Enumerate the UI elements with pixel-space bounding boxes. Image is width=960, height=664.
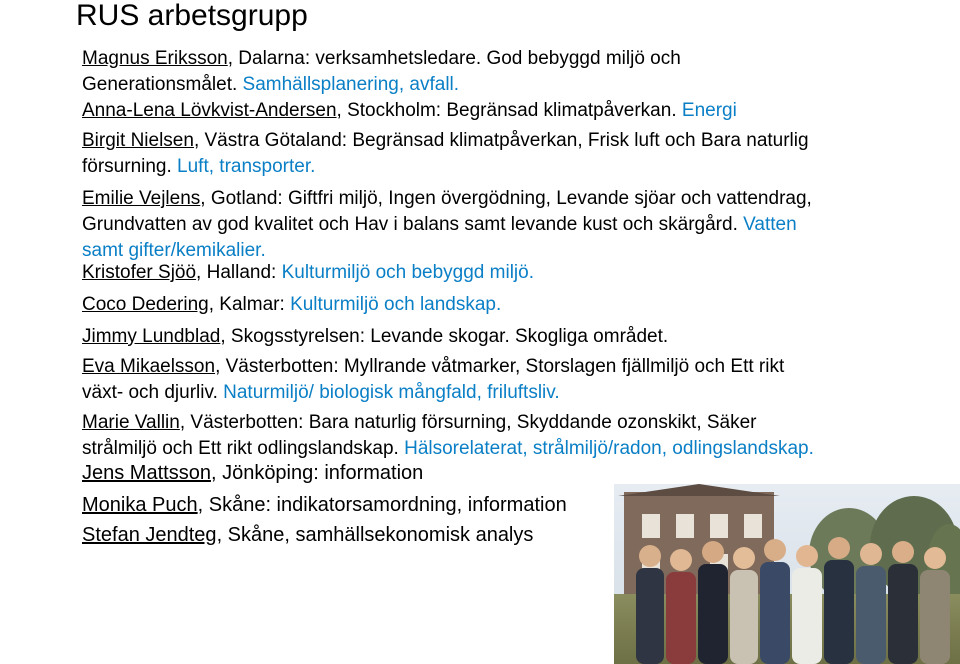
member-topic: Vatten	[743, 214, 797, 235]
member-name[interactable]: Emilie Vejlens	[82, 188, 201, 209]
member-role-cont: Grundvatten av god kvalitet och Hav i balans samt levande kust och skärgård.	[82, 214, 744, 235]
member-entry	[82, 186, 912, 264]
member-entry	[82, 324, 912, 350]
member-role: , Halland:	[196, 262, 282, 283]
member-topic: Kulturmiljö och landskap.	[290, 294, 502, 315]
member-role: , Skåne: indikatorsamordning, information	[197, 494, 567, 516]
member-name[interactable]: Monika Puch	[82, 494, 198, 516]
member-role: , Gotland: Giftfri miljö, Ingen övergödning, Levande sjöar och vattendrag,	[200, 188, 812, 209]
member-entry	[82, 410, 912, 462]
member-role-cont: växt- och djurliv.	[82, 382, 224, 403]
member-topic: Hälsorelaterat, strålmiljö/radon, odlingslandskap.	[404, 438, 814, 459]
member-name[interactable]: Kristofer Sjöö	[82, 262, 197, 283]
member-role: , Dalarna: verksamhetsledare. God bebyggd miljö och	[227, 48, 681, 69]
member-role: , Stockholm: Begränsad klimatpåverkan.	[336, 100, 682, 121]
member-name[interactable]: Coco Dedering	[82, 294, 209, 315]
member-entry	[82, 128, 912, 180]
member-role: , Jönköping: information	[210, 462, 424, 484]
member-topic: Samhällsplanering, avfall.	[242, 74, 460, 95]
member-role: , Västerbotten: Bara naturlig försurning, Skyddande ozonskikt, Säker	[179, 412, 757, 433]
member-topic: Naturmiljö/ biologisk mångfald, friluftsliv.	[223, 382, 560, 403]
member-role-cont: Generationsmålet.	[82, 74, 243, 95]
member-entry	[82, 46, 912, 98]
member-name[interactable]: Jens Mattsson	[82, 462, 211, 484]
member-role-cont: försurning.	[82, 156, 178, 177]
member-name[interactable]: Anna-Lena Lövkvist-Andersen	[82, 100, 337, 121]
member-role: , Västra Götaland: Begränsad klimatpåverkan, Frisk luft och Bara naturlig	[193, 130, 809, 151]
member-topic: Energi	[681, 100, 737, 121]
member-name[interactable]: Jimmy Lundblad	[82, 326, 221, 347]
member-entry	[82, 460, 912, 486]
member-topic-cont: samt gifter/kemikalier.	[82, 240, 266, 261]
member-name[interactable]: Marie Vallin	[82, 412, 180, 433]
member-role: , Västerbotten: Myllrande våtmarker, Storslagen fjällmiljö och Ett rikt	[215, 356, 785, 377]
page-title: RUS arbetsgrupp	[76, 0, 308, 32]
member-topic: Luft, transporter.	[177, 156, 316, 177]
group-photo	[614, 484, 960, 664]
member-role: , Skåne, samhällsekonomisk analys	[216, 524, 534, 546]
member-name[interactable]: Eva Mikaelsson	[82, 356, 216, 377]
member-name[interactable]: Birgit Nielsen	[82, 130, 194, 151]
member-name[interactable]: Magnus Eriksson	[82, 48, 228, 69]
member-entry	[82, 260, 912, 286]
member-topic: Kulturmiljö och bebyggd miljö.	[281, 262, 534, 283]
member-role: , Skogsstyrelsen: Levande skogar. Skogliga området.	[220, 326, 669, 347]
member-entry	[82, 292, 912, 318]
member-name[interactable]: Stefan Jendteg	[82, 524, 217, 546]
member-role: , Kalmar:	[208, 294, 291, 315]
member-entry	[82, 354, 912, 406]
member-entry	[82, 98, 912, 124]
member-role-cont: strålmiljö och Ett rikt odlingslandskap.	[82, 438, 405, 459]
